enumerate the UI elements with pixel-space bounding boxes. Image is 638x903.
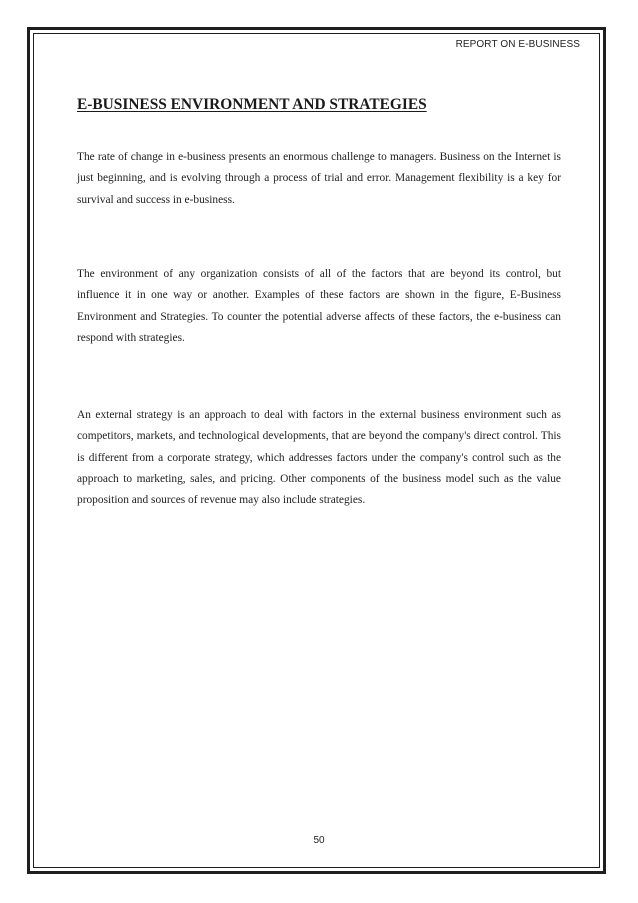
running-header: REPORT ON E-BUSINESS [455,39,580,50]
paragraph-2: The environment of any organization consists of all of the factors that are beyond its control, but influence it in one way or another. Examples of these factors are shown in the figure, E-Business Environment and Strategies. To counter the potential adverse affects of these factors, the e-business can respond with strategies. [77,268,561,344]
paragraph-1: The rate of change in e-business presents an enormous challenge to managers. Business on the Internet is just beginning, and is evolving through a process of trial and error. Management flexibility is a key for survival and success in e-business. [77,151,561,206]
page-number: 50 [313,835,325,846]
section-title: E-BUSINESS ENVIRONMENT AND STRATEGIES [77,96,427,113]
paragraph-3: An external strategy is an approach to deal with factors in the external business environment such as competitors, markets, and technological developments, that are beyond the company's direct control. This is different from a corporate strategy, which addresses factors under the company's control such as the approach to marketing, sales, and pricing. Other components of the business model such as the value proposition and sources of revenue may also include strategies. [77,409,561,507]
